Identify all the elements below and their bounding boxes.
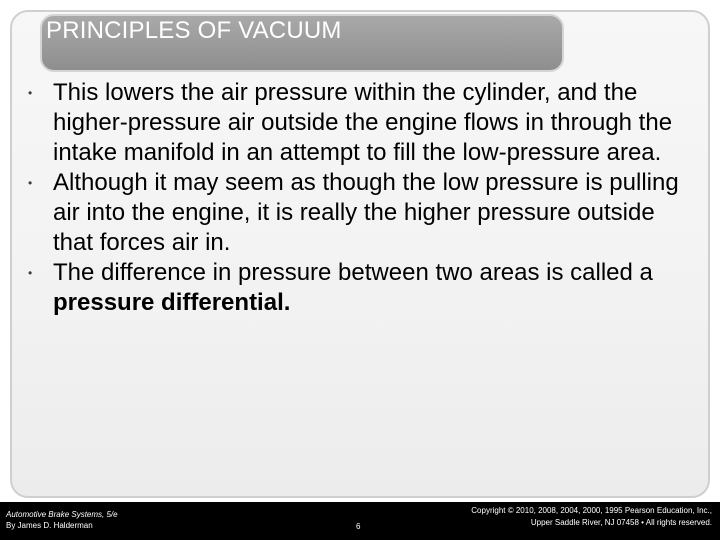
copyright-line: Upper Saddle River, NJ 07458 • All rights reserved. [530,518,712,527]
footer-citation [6,509,118,531]
slide-title: PRINCIPLES OF VACUUM [46,17,342,44]
bullet-item [24,258,694,318]
author: By James D. Halderman [6,521,93,530]
bullet-text: The difference in pressure between two areas is called a [53,259,653,286]
bullet-icon: • [28,266,33,280]
bullet-text: Although it may seem as though the low pressure is pulling air into the engine, it is really the higher pressure outside that forces air in. [53,169,679,256]
bullet-text: This lowers the air pressure within the cylinder, and the higher-pressure air outside the engine flows in through the intake manifold in an attempt to fill the low-pressure area. [53,79,673,166]
page-number: 6 [356,522,361,531]
bullet-item [24,78,694,168]
bullet-icon: • [28,86,33,100]
copyright-line: Copyright © 2010, 2008, 2004, 2000, 1995 Pearson Education, Inc., [471,506,712,515]
bullet-icon: • [28,176,33,190]
footer-bar [0,502,720,540]
bullet-item [24,168,694,258]
bullet-list [24,78,694,318]
key-term: pressure differential. [53,289,291,316]
book-title: Automotive Brake Systems, 5/e [6,510,118,519]
copyright [382,505,712,529]
